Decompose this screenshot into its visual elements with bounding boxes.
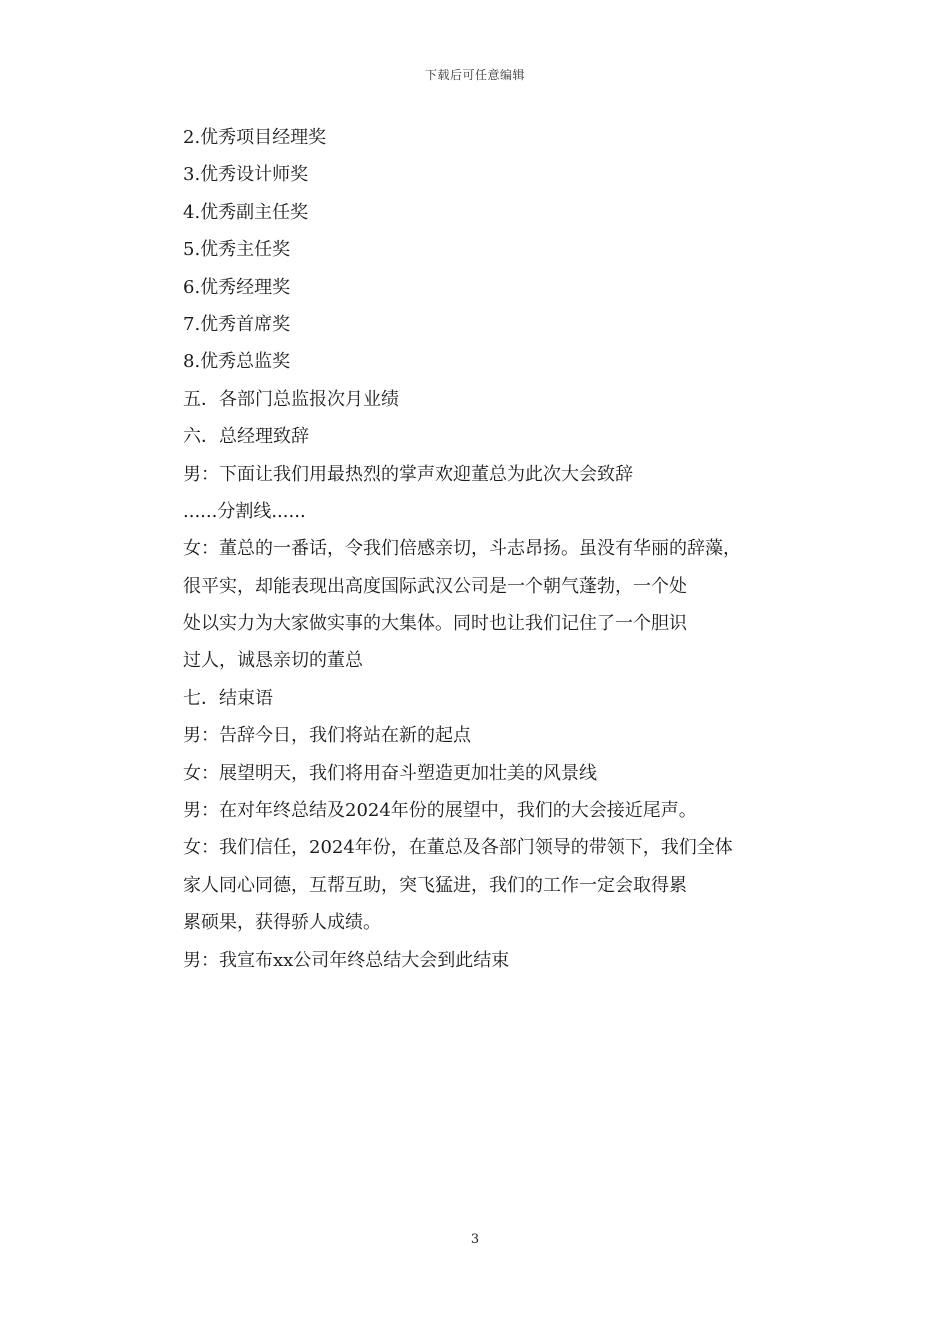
document-body xyxy=(183,123,803,983)
text-line: 男：告辞今日，我们将站在新的起点 xyxy=(183,725,471,747)
text-line: 男：我宣布xx公司年终总结大会到此结束 xyxy=(183,949,510,971)
section-heading: 七．结束语 xyxy=(183,687,273,709)
section-heading: 六．总经理致辞 xyxy=(183,426,309,448)
text-line: 女：我们信任，2024年份，在董总及各部门领导的带领下，我们全体 xyxy=(183,837,733,859)
text-line: 男：在对年终总结及2024年份的展望中，我们的大会接近尾声。 xyxy=(183,800,697,822)
text-line: 7.优秀首席奖 xyxy=(183,313,291,335)
divider-text: ......分割线...... xyxy=(183,500,306,522)
text-line: 6.优秀经理奖 xyxy=(183,276,291,298)
text-line: 女：展望明天，我们将用奋斗塑造更加壮美的风景线 xyxy=(183,762,597,784)
section-heading: 五．各部门总监报次月业绩 xyxy=(183,388,399,410)
text-line: 2.优秀项目经理奖 xyxy=(183,127,327,148)
text-line: 5.优秀主任奖 xyxy=(183,239,291,261)
text-line: 女：董总的一番话，令我们倍感亲切，斗志昂扬。虽没有华丽的辞藻， xyxy=(183,538,741,560)
text-line: 累硕果，获得骄人成绩。 xyxy=(183,912,381,934)
text-line: 男：下面让我们用最热烈的掌声欢迎董总为此次大会致辞 xyxy=(183,463,633,485)
text-line: 3.优秀设计师奖 xyxy=(183,164,309,186)
text-line: 家人同心同德，互帮互助，突飞猛进，我们的工作一定会取得累 xyxy=(183,874,687,896)
text-line: 过人，诚恳亲切的董总 xyxy=(183,650,363,672)
text-line: 4.优秀副主任奖 xyxy=(183,201,309,223)
text-line: 很平实，却能表现出高度国际武汉公司是一个朝气蓬勃，一个处 xyxy=(183,575,687,597)
page-header: 下载后可任意编辑 xyxy=(424,68,525,82)
text-line: 处以实力为大家做实事的大集体。同时也让我们记住了一个胆识 xyxy=(183,613,687,635)
page-number: 3 xyxy=(470,1232,480,1247)
text-line: 8.优秀总监奖 xyxy=(183,351,291,373)
